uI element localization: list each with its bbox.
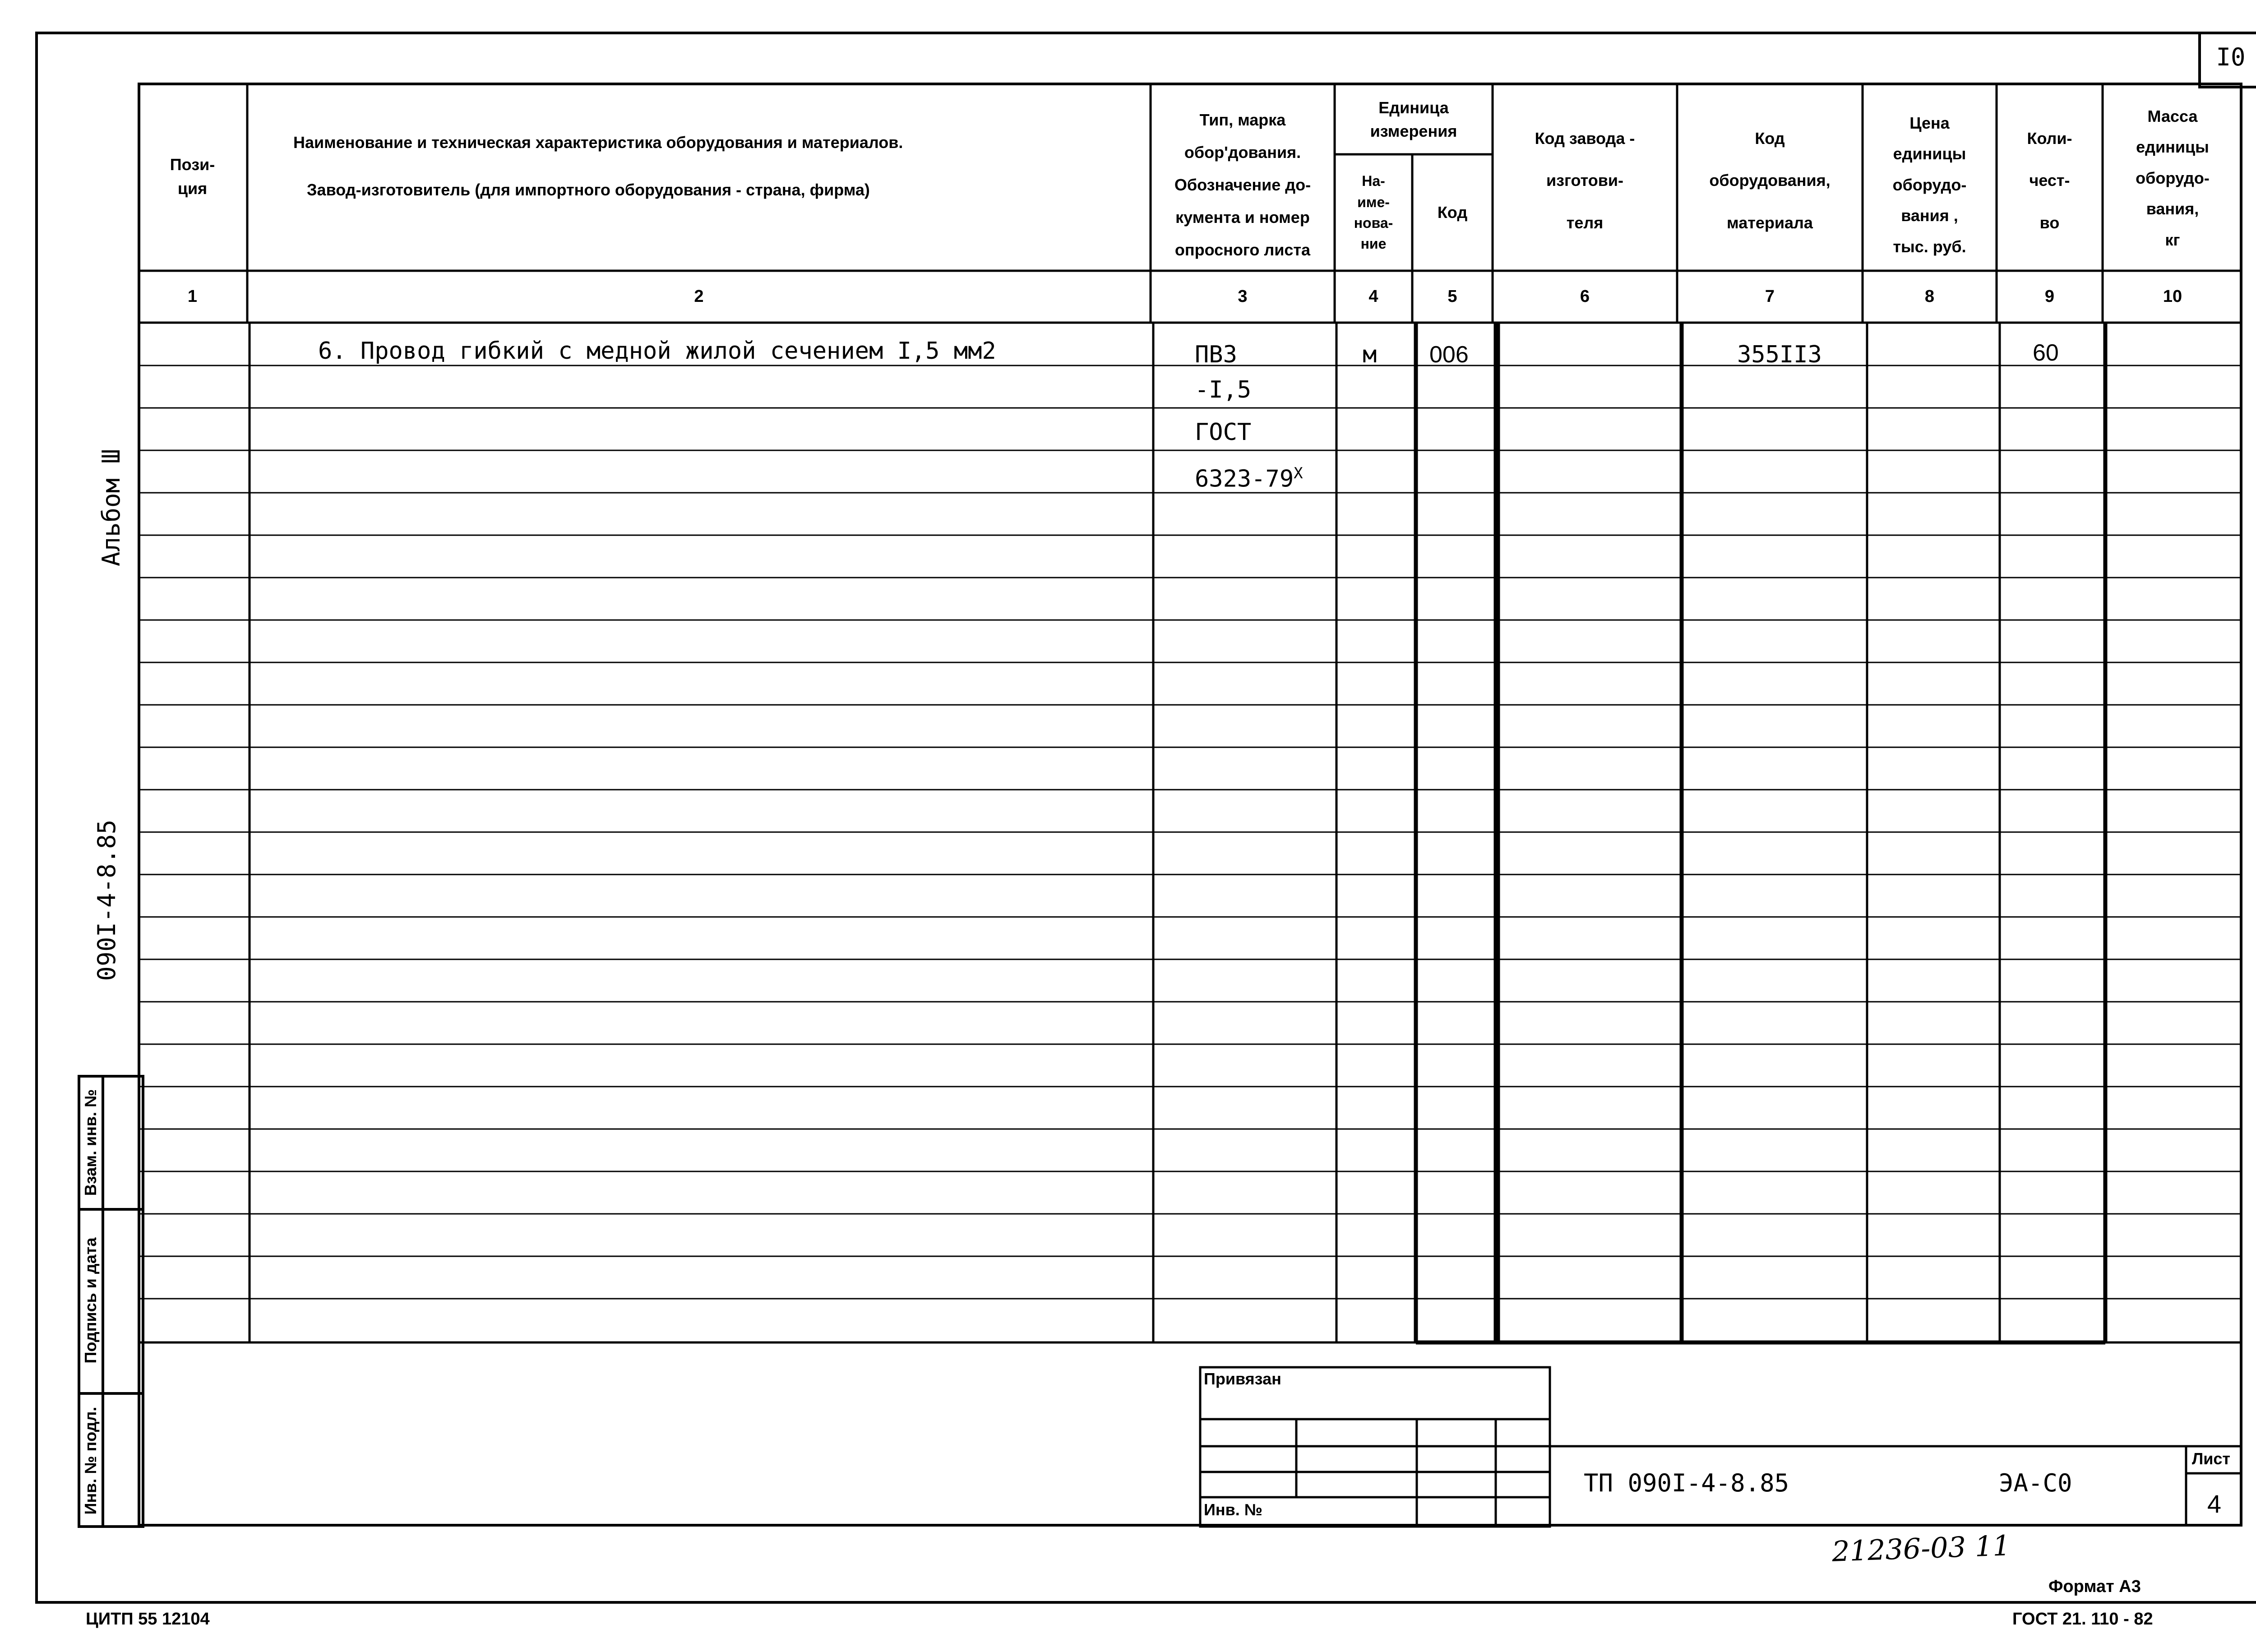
col-number-1: 1 bbox=[187, 287, 198, 306]
title-block-privyazan: Привязан bbox=[1204, 1370, 1281, 1388]
header-name-line1: Наименование и техническая характеристика оборудования и материалов. bbox=[293, 133, 903, 152]
header-unit-label: Единица измерения bbox=[1370, 98, 1457, 140]
header-position: Пози- ция bbox=[170, 155, 215, 198]
col-number-2: 2 bbox=[694, 287, 704, 306]
col-number-5: 5 bbox=[1447, 287, 1457, 306]
row-name: 6. Провод гибкий с медной жилой сечением I,5 мм2 bbox=[318, 338, 996, 365]
row-type-line-3: ГОСТ bbox=[1195, 419, 1252, 446]
col-number-10: 10 bbox=[2163, 287, 2182, 306]
header-name-line2: Завод-изготовитель (для импортного оборудования - страна, фирма) bbox=[307, 180, 870, 199]
header-unit-code: Код bbox=[1437, 203, 1468, 222]
title-block-sheet-label: Лист bbox=[2192, 1449, 2231, 1468]
row-type-line-1: ПВЗ bbox=[1195, 341, 1237, 368]
col-number-6: 6 bbox=[1580, 287, 1590, 306]
title-block-inv-no: Инв. № bbox=[1204, 1500, 1262, 1519]
row-unit-name: м bbox=[1363, 341, 1377, 368]
row-unit-code: 006 bbox=[1429, 342, 1469, 368]
row-quantity: 60 bbox=[2033, 340, 2059, 366]
side-stamp-original-inv: Инв. № подл. bbox=[81, 1407, 100, 1515]
header-unit-name: На- име- нова- ние bbox=[1354, 173, 1393, 252]
side-stamp-replaced-inv: Взам. инв. № bbox=[81, 1089, 100, 1196]
handwritten-archive-number: 21236-03 11 bbox=[1831, 1529, 2011, 1568]
side-designation: 090I-4-8.85 bbox=[92, 819, 121, 981]
header-price: Цена единицы оборудо- вания , тыс. руб. bbox=[1892, 114, 1967, 256]
header-quantity: Коли- чест- во bbox=[2027, 129, 2072, 232]
header-mass: Масса единицы оборудо- вания, кг bbox=[2136, 107, 2210, 249]
row-equipment-code: 355II3 bbox=[1737, 341, 1822, 368]
row-type-superscript: Х bbox=[1294, 464, 1303, 482]
row-type-line-2: -I,5 bbox=[1195, 376, 1252, 403]
col-number-3: 3 bbox=[1238, 287, 1248, 306]
footer-gost: ГОСТ 21. 110 - 82 bbox=[2012, 1610, 2153, 1629]
corner-sheet-number: I0 bbox=[2216, 43, 2246, 71]
header-equipment-code: Код оборудования, материала bbox=[1709, 129, 1831, 232]
album-label: Альбом Ш bbox=[97, 449, 125, 567]
side-stamp-signature-date: Подпись и дата bbox=[81, 1237, 100, 1364]
header-type: Тип, марка обор'дования. Обозначение до- кумента и номер опросного листа bbox=[1174, 111, 1311, 259]
title-block-sheet-number: 4 bbox=[2207, 1490, 2222, 1518]
col-number-8: 8 bbox=[1924, 287, 1935, 306]
footer-format: Формат А3 bbox=[2048, 1577, 2141, 1596]
title-block-designation: ТП 090I-4-8.85 bbox=[1584, 1469, 1789, 1497]
col-number-7: 7 bbox=[1765, 287, 1775, 306]
col-number-4: 4 bbox=[1368, 287, 1378, 306]
header-factory-code: Код завода - изготови- теля bbox=[1535, 129, 1635, 232]
title-block-code: ЭА-С0 bbox=[1999, 1469, 2072, 1497]
col-number-9: 9 bbox=[2044, 287, 2055, 306]
footer-left-code: ЦИТП 55 12104 bbox=[86, 1610, 210, 1629]
row-type-line-4: $6323-79^Х$ bbox=[1195, 464, 1303, 493]
